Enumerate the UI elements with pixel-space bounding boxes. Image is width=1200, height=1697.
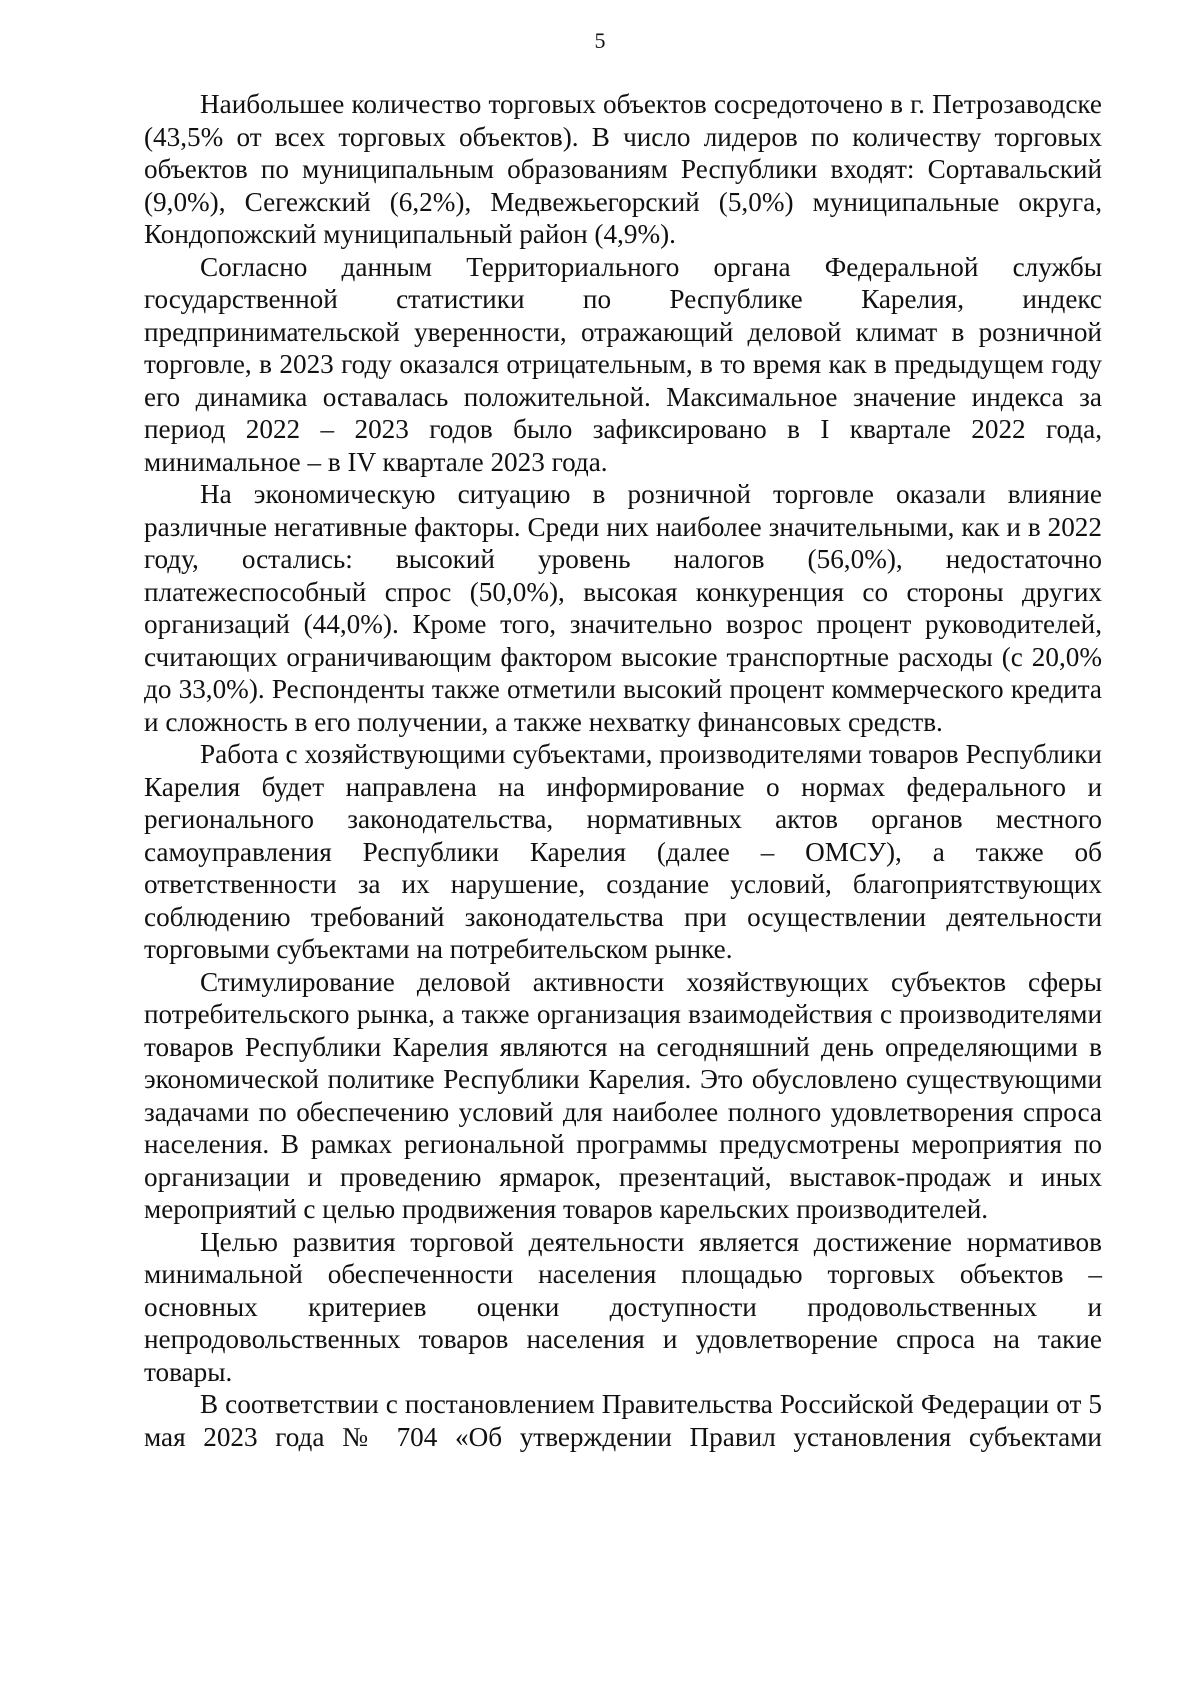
paragraph-development-goal: Целью развития торговой деятельности является достижение нормативов минимальной обеспеченности населения площадью торговых объектов – основных критериев оценки доступности продовольственных и непродовольственных товаров населения и удовлетворение спроса на такие товары. [144,1226,1102,1387]
document-body [144,88,1102,1453]
paragraph-business-confidence: Согласно данным Территориального органа Федеральной службы государственной статистики по Республике Карелия, индекс предпринимательской уверенности, отражающий деловой климат в розничной торговле, в 2023 году оказался отрицательным, в то время как в предыдущем году его динамика оставалась положительной. Максимальное значение индекса за период 2022 – 2023 годов было зафиксировано в I квартале 2022 года, минимальное – в IV квартале 2023 года. [144,251,1102,477]
paragraph-work-with-entities: Работа с хозяйствующими субъектами, производителями товаров Республики Карелия будет направлена на информирование о нормах федерального и регионального законодательства, нормативных актов органов местного самоуправления Республики Карелия (далее – ОМСУ), а также об ответственности за их нарушение, создание условий, благоприятствующих соблюдению требований законодательства при осуществлении деятельности торговыми субъектами на потребительском рынке. [144,739,1102,964]
paragraph-trade-objects: Наибольшее количество торговых объектов сосредоточено в г. Петрозаводске (43,5% от всех торговых объектов). В число лидеров по количеству торговых объектов по муниципальным образованиям Республики входят: Сортавальский (9,0%), Сегежский (6,2%), Медвежьегорский (5,0%) муниципальные округа, Кондопожский муниципальный район (4,9%). [144,89,1102,249]
page-number: 5 [594,28,606,53]
paragraph-government-decree: В соответствии с постановлением Правительства Российской Федерации от 5 мая 2023 года № 704 «Об утверждении Правил установления субъектами [144,1389,1102,1452]
paragraph-negative-factors: На экономическую ситуацию в розничной торговле оказали влияние различные негативные факторы. Среди них наиболее значительными, как и в 2022 году, остались: высокий уровень налогов (56,0%), недостаточно платежеспособный спрос (50,0%), высокая конкуренция со стороны других организаций (44,0%). Кроме того, значительно возрос процент руководителей, считающих ограничивающим фактором высокие транспортные расходы (с 20,0% до 33,0%). Респонденты также отметили высокий процент коммерческого кредита и сложность в его получении, а также нехватку финансовых средств. [144,479,1102,737]
paragraph-business-stimulation: Стимулирование деловой активности хозяйствующих субъектов сферы потребительского рынка, а также организация взаимодействия с производителями товаров Республики Карелия являются на сегодняшний день определяющими в экономической политике Республики Карелия. Это обусловлено существующими задачами по обеспечению условий для наиболее полного удовлетворения спроса населения. В рамках региональной программы предусмотрены мероприятия по организации и проведению ярмарок, презентаций, выставок-продаж и иных мероприятий с целью продвижения товаров карельских производителей. [144,966,1102,1224]
